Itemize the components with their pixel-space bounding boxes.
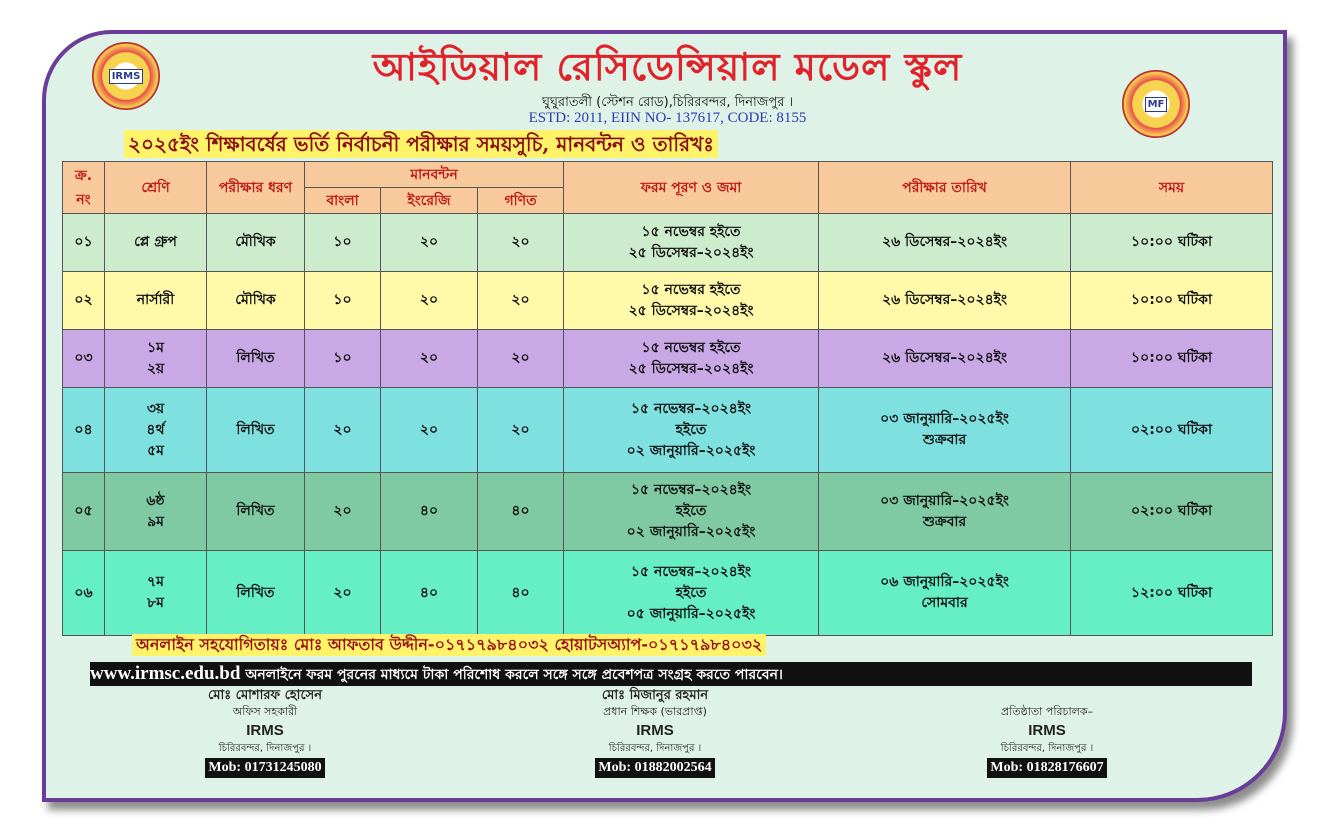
cell-sl: ০৬ [63,551,105,636]
website-line [90,662,1252,686]
cell-math: ২০ [478,330,564,388]
cell-exam-date: ০৩ জানুয়ারি–২০২৫ইং শুক্রবার [819,473,1071,551]
table-row [63,330,1273,388]
cell-class: ৭ম ৮ম [105,551,207,636]
cell-exam-type: লিখিত [207,388,305,473]
signature-head-teacher: মোঃ মিজানুর রহমান প্রধান শিক্ষক (ভারপ্রাপ্ত) IRMS চিরিরবন্দর, দিনাজপুর । Mob: 01882002564 [530,688,780,778]
school-estd: ESTD: 2011, EIIN NO- 137617, CODE: 8155 [528,110,807,126]
cell-english: ২০ [381,330,478,388]
website-link[interactable]: www.irmsc.edu.bd [90,663,241,684]
cell-english: ২০ [381,214,478,272]
notice-heading: ২০২৫ইং শিক্ষাবর্ষের ভর্তি নির্বাচনী পরীক্ষার সময়সুচি, মানবন্টন ও তারিখঃ [124,130,718,158]
cell-exam-type: মৌখিক [207,214,305,272]
cell-form: ১৫ নভেম্বর হইতে ২৫ ডিসেম্বর–২০২৪ইং [564,214,819,272]
logo-left-text: IRMS [109,69,144,84]
logo-right-text: MF [1145,97,1168,112]
table-row [63,272,1273,330]
cell-time: ০২:০০ ঘটিকা [1071,473,1273,551]
cell-sl: ০৫ [63,473,105,551]
cell-math: ৪০ [478,473,564,551]
table-row [63,214,1273,272]
cell-form: ১৫ নভেম্বর–২০২৪ইং হইতে ০২ জানুয়ারি–২০২৫ইং [564,473,819,551]
cell-sl: ০১ [63,214,105,272]
cell-sl: ০৪ [63,388,105,473]
cell-sl: ০২ [63,272,105,330]
cell-exam-date: ০৩ জানুয়ারি–২০২৫ইং শুক্রবার [819,388,1071,473]
cell-exam-type: মৌখিক [207,272,305,330]
cell-time: ০২:০০ ঘটিকা [1071,388,1273,473]
online-support: অনলাইন সহযোগিতায়ঃ মোঃ আফতাব উদ্দীন-০১৭১৭৯৮৪০৩২ হোয়াটসঅ্যাপ-০১৭১৭৯৮৪০৩২ [132,634,766,656]
mobile-number: Mob: 01731245080 [205,758,324,778]
schedule-table [62,161,1273,636]
cell-english: ৪০ [381,473,478,551]
cell-math: ৪০ [478,551,564,636]
cell-exam-type: লিখিত [207,330,305,388]
cell-exam-date: ২৬ ডিসেম্বর–২০২৪ইং [819,214,1071,272]
cell-exam-type: লিখিত [207,473,305,551]
cell-math: ২০ [478,388,564,473]
cell-time: ১০:০০ ঘটিকা [1071,272,1273,330]
mobile-number: Mob: 01828176607 [987,758,1106,778]
cell-bangla: ১০ [305,214,381,272]
website-note: অনলাইনে ফরম পুরনের মাধ্যমে টাকা পরিশোধ করলে সঙ্গে সঙ্গে প্রবেশপত্র সংগ্রহ করতে পারবেন। [245,667,783,683]
table-row [63,473,1273,551]
cell-bangla: ২০ [305,551,381,636]
header-sl: ক্র. নং [63,162,105,214]
school-logo-left [92,42,160,110]
cell-exam-date: ০৬ জানুয়ারি–২০২৫ইং সোমবার [819,551,1071,636]
cell-form: ১৫ নভেম্বর–২০২৪ইং হইতে ০৫ জানুয়ারি–২০২৫ইং [564,551,819,636]
table-row [63,551,1273,636]
header-form: ফরম পূরণ ও জমা [564,162,819,214]
cell-sl: ০৩ [63,330,105,388]
cell-class: ৩য় ৪র্থ ৫ম [105,388,207,473]
cell-class: নার্সারী [105,272,207,330]
cell-english: ৪০ [381,551,478,636]
cell-english: ২০ [381,272,478,330]
mobile-number: Mob: 01882002564 [595,758,714,778]
header-bangla: বাংলা [305,188,381,214]
cell-class: ৬ষ্ঠ ৯ম [105,473,207,551]
school-title: আইডিয়াল রেসিডেন্সিয়াল মডেল স্কুল [372,44,963,89]
cell-class: প্লে গ্রুপ [105,214,207,272]
cell-exam-date: ২৬ ডিসেম্বর–২০২৪ইং [819,272,1071,330]
table-row [63,388,1273,473]
cell-class: ১ম ২য় [105,330,207,388]
school-address: ঘুঘুরাতলী (স্টেশন রোড),চিরিরবন্দর, দিনাজপুর । [541,95,794,110]
header-class: শ্রেণি [105,162,207,214]
signature-office-assistant: মোঃ মোশারফ হোসেন অফিস সহকারী IRMS চিরিরবন্দর, দিনাজপুর । Mob: 01731245080 [140,688,390,778]
cell-bangla: ১০ [305,272,381,330]
cell-math: ২০ [478,214,564,272]
header-time: সময় [1071,162,1273,214]
cell-bangla: ২০ [305,473,381,551]
cell-time: ১০:০০ ঘটিকা [1071,330,1273,388]
signature-founder: প্রতিষ্ঠাতা পরিচালক– IRMS চিরিরবন্দর, দিনাজপুর । Mob: 01828176607 [922,688,1172,778]
header-exam-type: পরীক্ষার ধরণ [207,162,305,214]
cell-form: ১৫ নভেম্বর–২০২৪ইং হইতে ০২ জানুয়ারি–২০২৫ইং [564,388,819,473]
cell-time: ১০:০০ ঘটিকা [1071,214,1273,272]
cell-time: ১২:০০ ঘটিকা [1071,551,1273,636]
header-math: গণিত [478,188,564,214]
cell-math: ২০ [478,272,564,330]
header-english: ইংরেজি [381,188,478,214]
header-marks: মানবন্টন [305,162,564,188]
cell-form: ১৫ নভেম্বর হইতে ২৫ ডিসেম্বর–২০২৪ইং [564,272,819,330]
cell-exam-type: লিখিত [207,551,305,636]
cell-form: ১৫ নভেম্বর হইতে ২৫ ডিসেম্বর–২০২৪ইং [564,330,819,388]
cell-exam-date: ২৬ ডিসেম্বর–২০২৪ইং [819,330,1071,388]
cell-english: ২০ [381,388,478,473]
cell-bangla: ২০ [305,388,381,473]
cell-bangla: ১০ [305,330,381,388]
header-exam-date: পরীক্ষার তারিখ [819,162,1071,214]
